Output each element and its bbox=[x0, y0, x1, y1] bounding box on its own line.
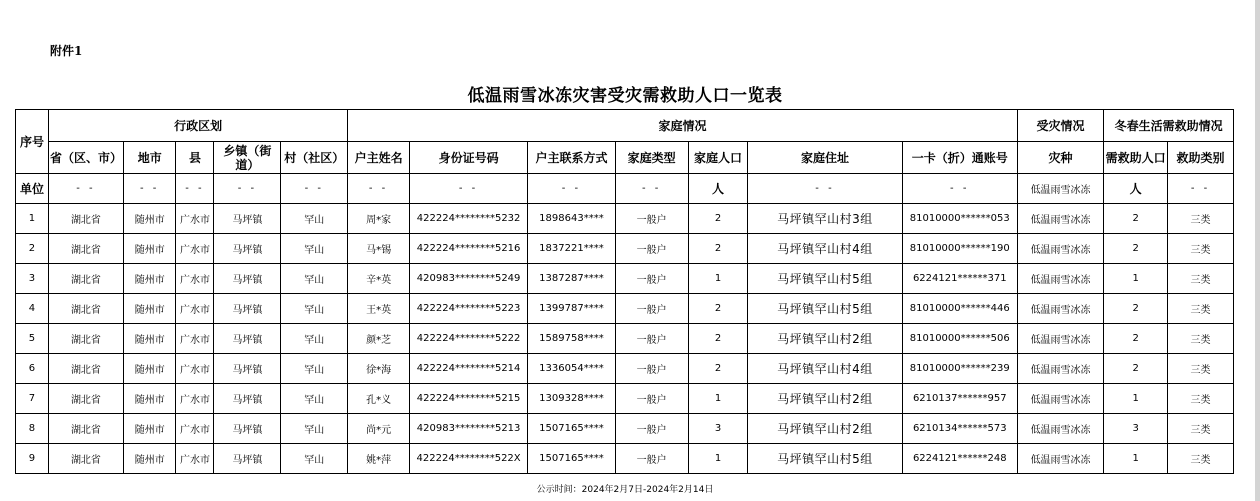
unit-county: - - bbox=[176, 174, 214, 204]
county-cell: 广水市 bbox=[176, 234, 214, 264]
head-name-cell: 孔*义 bbox=[348, 384, 410, 414]
table-row bbox=[16, 354, 1234, 384]
unit-aid-people: 人 bbox=[1104, 174, 1168, 204]
account-cell: 6210137******957 bbox=[902, 384, 1017, 414]
phone-cell: 1387287**** bbox=[528, 264, 615, 294]
table-row bbox=[16, 324, 1234, 354]
header-city: 地市 bbox=[123, 142, 175, 174]
province-cell: 湖北省 bbox=[48, 384, 123, 414]
phone-cell: 1898643**** bbox=[528, 204, 615, 234]
phone-cell: 1336054**** bbox=[528, 354, 615, 384]
id-number-cell: 422224********5214 bbox=[409, 354, 527, 384]
town-cell: 马坪镇 bbox=[214, 204, 281, 234]
publicity-period: 公示时间：2024年2月7日-2024年2月14日 bbox=[536, 485, 714, 495]
table-row bbox=[16, 264, 1234, 294]
unit-address: - - bbox=[748, 174, 902, 204]
disaster-type-cell: 低温雨雪冰冻 bbox=[1017, 234, 1103, 264]
phone-cell: 1507165**** bbox=[528, 444, 615, 474]
phone-cell: 1399787**** bbox=[528, 294, 615, 324]
head-name-cell: 姚*萍 bbox=[348, 444, 410, 474]
aid-people-cell: 2 bbox=[1104, 324, 1168, 354]
town-cell: 马坪镇 bbox=[214, 234, 281, 264]
head-name-cell: 辛*英 bbox=[348, 264, 410, 294]
family-size-cell: 1 bbox=[688, 444, 748, 474]
village-cell: 罕山 bbox=[281, 264, 348, 294]
aid-people-cell: 1 bbox=[1104, 384, 1168, 414]
disaster-type-cell: 低温雨雪冰冻 bbox=[1017, 324, 1103, 354]
header-address: 家庭住址 bbox=[748, 142, 902, 174]
unit-phone: - - bbox=[528, 174, 615, 204]
header-group-family: 家庭情况 bbox=[348, 110, 1018, 142]
seq-cell: 3 bbox=[16, 264, 49, 294]
aid-category-cell: 三类 bbox=[1168, 264, 1234, 294]
relief-table bbox=[15, 109, 1234, 474]
address-cell: 马坪镇罕山村2组 bbox=[748, 414, 902, 444]
family-size-cell: 2 bbox=[688, 204, 748, 234]
disaster-type-cell: 低温雨雪冰冻 bbox=[1017, 384, 1103, 414]
family-type-cell: 一般户 bbox=[615, 264, 688, 294]
disaster-type-cell: 低温雨雪冰冻 bbox=[1017, 414, 1103, 444]
id-number-cell: 420983********5213 bbox=[409, 414, 527, 444]
aid-category-cell: 三类 bbox=[1168, 324, 1234, 354]
family-size-cell: 2 bbox=[688, 234, 748, 264]
disaster-type-cell: 低温雨雪冰冻 bbox=[1017, 294, 1103, 324]
id-number-cell: 422224********5222 bbox=[409, 324, 527, 354]
city-cell: 随州市 bbox=[123, 324, 175, 354]
table-row bbox=[16, 204, 1234, 234]
province-cell: 湖北省 bbox=[48, 294, 123, 324]
family-size-cell: 2 bbox=[688, 354, 748, 384]
seq-cell: 2 bbox=[16, 234, 49, 264]
family-type-cell: 一般户 bbox=[615, 294, 688, 324]
address-cell: 马坪镇罕山村3组 bbox=[748, 204, 902, 234]
village-cell: 罕山 bbox=[281, 324, 348, 354]
header-account: 一卡（折）通账号 bbox=[902, 142, 1017, 174]
account-cell: 6224121******248 bbox=[902, 444, 1017, 474]
seq-cell: 5 bbox=[16, 324, 49, 354]
table-row bbox=[16, 414, 1234, 444]
header-group-disaster: 受灾情况 bbox=[1017, 110, 1103, 142]
phone-cell: 1837221**** bbox=[528, 234, 615, 264]
aid-category-cell: 三类 bbox=[1168, 354, 1234, 384]
address-cell: 马坪镇罕山村4组 bbox=[748, 234, 902, 264]
id-number-cell: 422224********5215 bbox=[409, 384, 527, 414]
aid-people-cell: 1 bbox=[1104, 264, 1168, 294]
village-cell: 罕山 bbox=[281, 414, 348, 444]
seq-cell: 7 bbox=[16, 384, 49, 414]
header-head-name: 户主姓名 bbox=[348, 142, 410, 174]
head-name-cell: 周*家 bbox=[348, 204, 410, 234]
county-cell: 广水市 bbox=[176, 264, 214, 294]
header-disaster-type: 灾种 bbox=[1017, 142, 1103, 174]
province-cell: 湖北省 bbox=[48, 264, 123, 294]
town-cell: 马坪镇 bbox=[214, 324, 281, 354]
table-row bbox=[16, 384, 1234, 414]
city-cell: 随州市 bbox=[123, 444, 175, 474]
unit-label: 单位 bbox=[16, 174, 49, 204]
unit-disaster-type: 低温雨雪冰冻 bbox=[1017, 174, 1103, 204]
family-size-cell: 1 bbox=[688, 384, 748, 414]
header-aid-people: 需救助人口 bbox=[1104, 142, 1168, 174]
village-cell: 罕山 bbox=[281, 204, 348, 234]
header-county: 县 bbox=[176, 142, 214, 174]
aid-people-cell: 2 bbox=[1104, 234, 1168, 264]
county-cell: 广水市 bbox=[176, 444, 214, 474]
address-cell: 马坪镇罕山村5组 bbox=[748, 264, 902, 294]
header-phone: 户主联系方式 bbox=[528, 142, 615, 174]
aid-people-cell: 2 bbox=[1104, 354, 1168, 384]
account-cell: 81010000******506 bbox=[902, 324, 1017, 354]
table-row bbox=[16, 294, 1234, 324]
county-cell: 广水市 bbox=[176, 204, 214, 234]
family-size-cell: 1 bbox=[688, 264, 748, 294]
seq-cell: 8 bbox=[16, 414, 49, 444]
city-cell: 随州市 bbox=[123, 414, 175, 444]
address-cell: 马坪镇罕山村5组 bbox=[748, 294, 902, 324]
id-number-cell: 420983********5249 bbox=[409, 264, 527, 294]
head-name-cell: 尚*元 bbox=[348, 414, 410, 444]
province-cell: 湖北省 bbox=[48, 354, 123, 384]
family-size-cell: 2 bbox=[688, 294, 748, 324]
account-cell: 6224121******371 bbox=[902, 264, 1017, 294]
header-group-relief: 冬春生活需救助情况 bbox=[1104, 110, 1234, 142]
unit-province: - - bbox=[48, 174, 123, 204]
address-cell: 马坪镇罕山村2组 bbox=[748, 324, 902, 354]
county-cell: 广水市 bbox=[176, 324, 214, 354]
county-cell: 广水市 bbox=[176, 354, 214, 384]
id-number-cell: 422224********5216 bbox=[409, 234, 527, 264]
town-cell: 马坪镇 bbox=[214, 414, 281, 444]
seq-cell: 6 bbox=[16, 354, 49, 384]
aid-people-cell: 1 bbox=[1104, 444, 1168, 474]
disaster-type-cell: 低温雨雪冰冻 bbox=[1017, 444, 1103, 474]
unit-town: - - bbox=[214, 174, 281, 204]
disaster-type-cell: 低温雨雪冰冻 bbox=[1017, 204, 1103, 234]
id-number-cell: 422224********5223 bbox=[409, 294, 527, 324]
account-cell: 81010000******053 bbox=[902, 204, 1017, 234]
header-town: 乡镇（街道） bbox=[214, 142, 281, 174]
aid-people-cell: 3 bbox=[1104, 414, 1168, 444]
phone-cell: 1309328**** bbox=[528, 384, 615, 414]
city-cell: 随州市 bbox=[123, 264, 175, 294]
header-id-number: 身份证号码 bbox=[409, 142, 527, 174]
head-name-cell: 马*锡 bbox=[348, 234, 410, 264]
id-number-cell: 422224********522X bbox=[409, 444, 527, 474]
family-type-cell: 一般户 bbox=[615, 444, 688, 474]
unit-row bbox=[16, 174, 1234, 204]
town-cell: 马坪镇 bbox=[214, 264, 281, 294]
header-group-admin: 行政区划 bbox=[48, 110, 347, 142]
header-family-size: 家庭人口 bbox=[688, 142, 748, 174]
family-type-cell: 一般户 bbox=[615, 354, 688, 384]
account-cell: 81010000******190 bbox=[902, 234, 1017, 264]
phone-cell: 1507165**** bbox=[528, 414, 615, 444]
city-cell: 随州市 bbox=[123, 384, 175, 414]
head-name-cell: 徐*海 bbox=[348, 354, 410, 384]
seq-cell: 1 bbox=[16, 204, 49, 234]
unit-aid-category: - - bbox=[1168, 174, 1234, 204]
family-type-cell: 一般户 bbox=[615, 414, 688, 444]
unit-account: - - bbox=[902, 174, 1017, 204]
village-cell: 罕山 bbox=[281, 354, 348, 384]
aid-people-cell: 2 bbox=[1104, 204, 1168, 234]
window-edge bbox=[1255, 0, 1260, 501]
county-cell: 广水市 bbox=[176, 414, 214, 444]
aid-category-cell: 三类 bbox=[1168, 444, 1234, 474]
province-cell: 湖北省 bbox=[48, 204, 123, 234]
header-province: 省（区、市） bbox=[48, 142, 123, 174]
address-cell: 马坪镇罕山村5组 bbox=[748, 444, 902, 474]
table-row bbox=[16, 234, 1234, 264]
province-cell: 湖北省 bbox=[48, 324, 123, 354]
disaster-type-cell: 低温雨雪冰冻 bbox=[1017, 264, 1103, 294]
head-name-cell: 王*英 bbox=[348, 294, 410, 324]
city-cell: 随州市 bbox=[123, 294, 175, 324]
village-cell: 罕山 bbox=[281, 444, 348, 474]
aid-category-cell: 三类 bbox=[1168, 294, 1234, 324]
table-row bbox=[16, 444, 1234, 474]
town-cell: 马坪镇 bbox=[214, 444, 281, 474]
family-size-cell: 3 bbox=[688, 414, 748, 444]
unit-family-type: - - bbox=[615, 174, 688, 204]
family-size-cell: 2 bbox=[688, 324, 748, 354]
header-aid-category: 救助类别 bbox=[1168, 142, 1234, 174]
town-cell: 马坪镇 bbox=[214, 384, 281, 414]
aid-category-cell: 三类 bbox=[1168, 204, 1234, 234]
phone-cell: 1589758**** bbox=[528, 324, 615, 354]
header-seq: 序号 bbox=[16, 110, 49, 174]
village-cell: 罕山 bbox=[281, 384, 348, 414]
header-family-type: 家庭类型 bbox=[615, 142, 688, 174]
town-cell: 马坪镇 bbox=[214, 354, 281, 384]
family-type-cell: 一般户 bbox=[615, 204, 688, 234]
village-cell: 罕山 bbox=[281, 234, 348, 264]
account-cell: 81010000******446 bbox=[902, 294, 1017, 324]
county-cell: 广水市 bbox=[176, 384, 214, 414]
disaster-type-cell: 低温雨雪冰冻 bbox=[1017, 354, 1103, 384]
head-name-cell: 颜*芝 bbox=[348, 324, 410, 354]
unit-village: - - bbox=[281, 174, 348, 204]
unit-id-number: - - bbox=[409, 174, 527, 204]
unit-city: - - bbox=[123, 174, 175, 204]
account-cell: 81010000******239 bbox=[902, 354, 1017, 384]
aid-category-cell: 三类 bbox=[1168, 234, 1234, 264]
county-cell: 广水市 bbox=[176, 294, 214, 324]
family-type-cell: 一般户 bbox=[615, 384, 688, 414]
city-cell: 随州市 bbox=[123, 204, 175, 234]
city-cell: 随州市 bbox=[123, 234, 175, 264]
address-cell: 马坪镇罕山村2组 bbox=[748, 384, 902, 414]
id-number-cell: 422224********5232 bbox=[409, 204, 527, 234]
unit-head-name: - - bbox=[348, 174, 410, 204]
account-cell: 6210134******573 bbox=[902, 414, 1017, 444]
village-cell: 罕山 bbox=[281, 294, 348, 324]
seq-cell: 4 bbox=[16, 294, 49, 324]
seq-cell: 9 bbox=[16, 444, 49, 474]
unit-family-size: 人 bbox=[688, 174, 748, 204]
aid-category-cell: 三类 bbox=[1168, 414, 1234, 444]
family-type-cell: 一般户 bbox=[615, 324, 688, 354]
aid-category-cell: 三类 bbox=[1168, 384, 1234, 414]
aid-people-cell: 2 bbox=[1104, 294, 1168, 324]
province-cell: 湖北省 bbox=[48, 414, 123, 444]
attachment-label: 附件1 bbox=[50, 44, 83, 58]
family-type-cell: 一般户 bbox=[615, 234, 688, 264]
header-village: 村（社区） bbox=[281, 142, 348, 174]
address-cell: 马坪镇罕山村4组 bbox=[748, 354, 902, 384]
page-title: 低温雨雪冰冻灾害受灾需救助人口一览表 bbox=[467, 86, 783, 106]
province-cell: 湖北省 bbox=[48, 234, 123, 264]
province-cell: 湖北省 bbox=[48, 444, 123, 474]
town-cell: 马坪镇 bbox=[214, 294, 281, 324]
city-cell: 随州市 bbox=[123, 354, 175, 384]
